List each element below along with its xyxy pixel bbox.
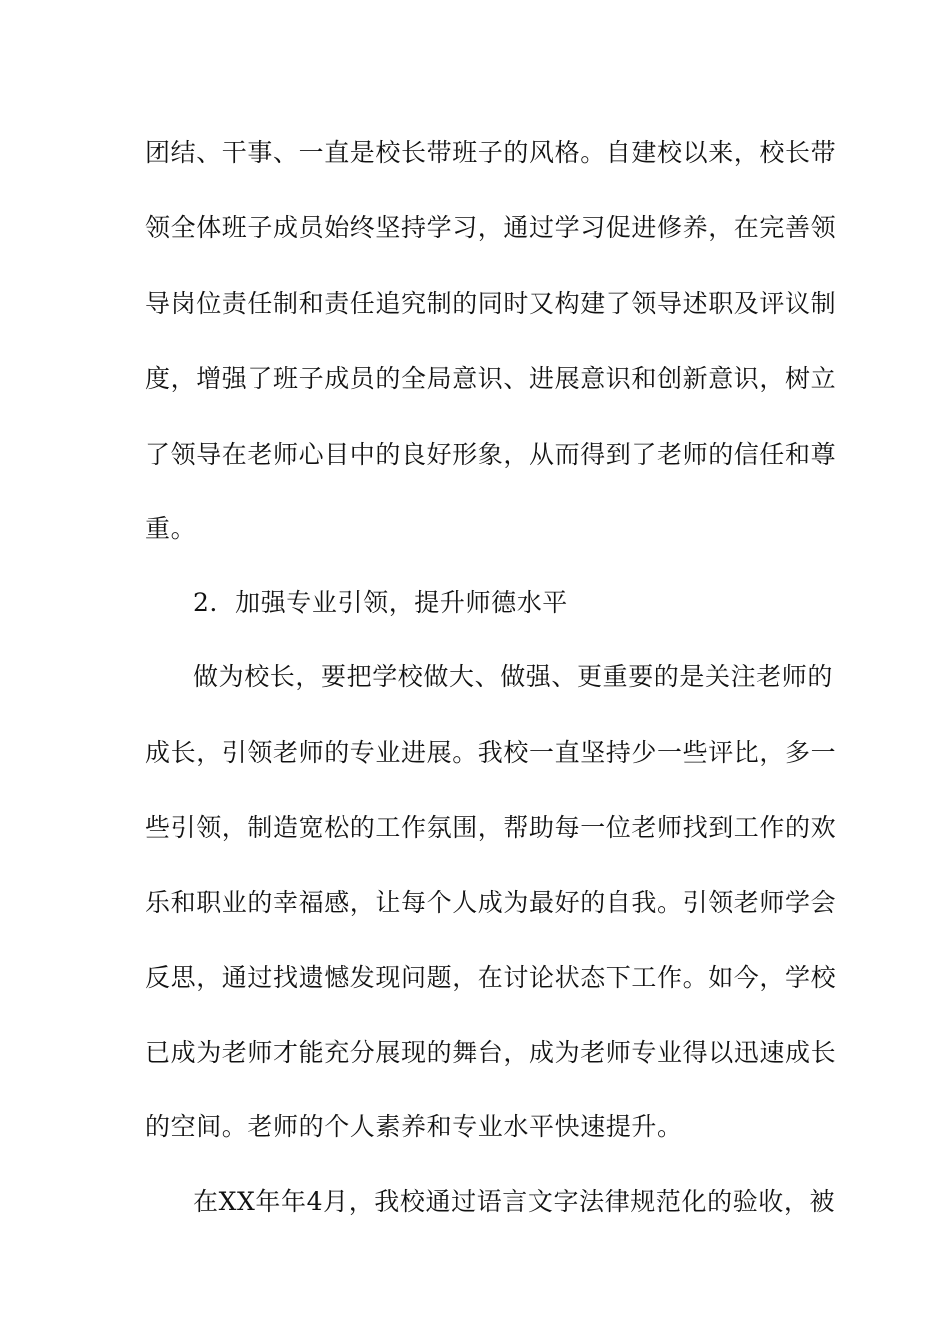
paragraph-first-line: 在XX年年4月，我校通过语言文字法律规范化的验收，被 (193, 1187, 836, 1216)
paragraph-line: 领全体班子成员始终坚持学习，通过学习促进修养，在完善领 (145, 213, 837, 242)
paragraph-line: 的空间。老师的个人素养和专业水平快速提升。 (145, 1112, 683, 1141)
paragraph-line: 已成为老师才能充分展现的舞台，成为老师专业得以迅速成长 (145, 1038, 837, 1067)
paragraph-line: 导岗位责任制和责任追究制的同时又构建了领导述职及评议制 (145, 289, 837, 318)
paragraph-line: 乐和职业的幸福感，让每个人成为最好的自我。引领老师学会 (145, 888, 837, 917)
paragraph-line: 了领导在老师心目中的良好形象，从而得到了老师的信任和尊 (145, 440, 837, 469)
paragraph-first-line: 做为校长，要把学校做大、做强、更重要的是关注老师的 (193, 662, 834, 691)
paragraph-line: 团结、干事、一直是校长带班子的风格。自建校以来，校长带 (145, 138, 837, 167)
paragraph-line: 度，增强了班子成员的全局意识、进展意识和创新意识，树立 (145, 364, 837, 393)
paragraph-line: 成长，引领老师的专业进展。我校一直坚持少一些评比，多一 (145, 738, 837, 767)
paragraph-line: 反思，通过找遗憾发现问题，在讨论状态下工作。如今，学校 (145, 963, 837, 992)
paragraph-line: 重。 (145, 514, 197, 543)
section-heading: 2．加强专业引领，提升师德水平 (193, 588, 568, 617)
paragraph-line: 些引领，制造宽松的工作氛围，帮助每一位老师找到工作的欢 (145, 813, 837, 842)
